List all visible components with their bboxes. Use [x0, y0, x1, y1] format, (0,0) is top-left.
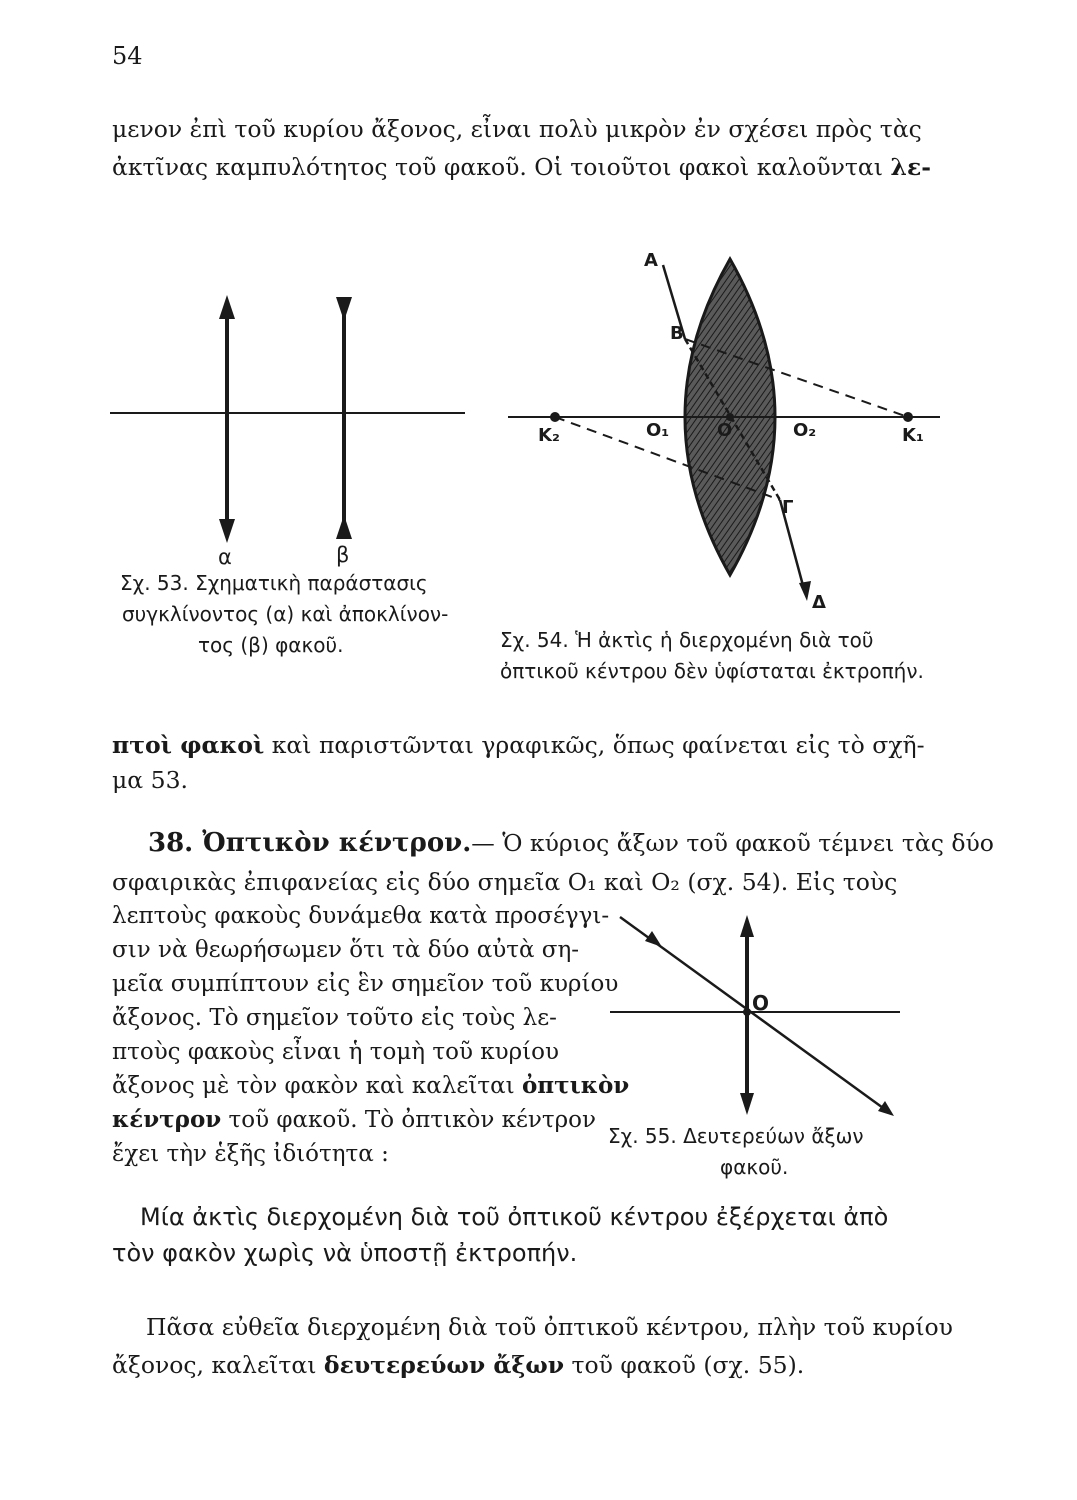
fig53-converging-arrow-top	[219, 295, 235, 319]
fig55-caption-line-2: φακοῦ.	[720, 1155, 789, 1179]
section-38-line-1	[148, 826, 994, 861]
fig54-ray-arrow	[799, 581, 811, 601]
section-38-line-8	[112, 1069, 629, 1103]
fig53-label-beta: β	[336, 543, 350, 567]
figure-53	[100, 285, 480, 575]
fig54-label-k1: Κ₁	[902, 425, 924, 446]
fig54-caption-line-1: Σχ. 54. Ἡ ἀκτὶς ἡ διερχομένη διὰ τοῦ	[500, 628, 874, 652]
fig53-caption-line-3: τος (β) φακοῦ.	[198, 633, 344, 657]
intro-line-2-bold: λε-	[890, 153, 931, 181]
section-38-wrap-line-3: μεῖα συμπίπτουν εἰς ἓν σημεῖον τοῦ κυρίου	[112, 971, 619, 997]
fig54-point-k1	[903, 412, 913, 422]
fig55-caption-line-1: Σχ. 55. Δευτερεύων ἄξων	[608, 1124, 864, 1148]
para2-bold: πτοὶ φακοὶ	[112, 731, 265, 759]
fig54-label-o2: Ο₂	[793, 420, 817, 441]
fig53-caption-line-2: συγκλίνοντος (α) καὶ ἀποκλίνον-	[122, 602, 449, 626]
fig54-label-k2: Κ₂	[538, 425, 560, 446]
section-38-line-9	[112, 1103, 596, 1137]
para2-line-2: μα 53.	[112, 766, 188, 794]
final-line-2-text: ἄξονος, καλεῖται	[112, 1351, 324, 1379]
section-38-wrap-line-4: ἄξονος. Τὸ σημεῖον τοῦτο εἰς τοὺς λε-	[112, 1005, 557, 1031]
page-number: 54	[112, 42, 143, 70]
section-38-line-10: ἔχει τὴν ἑξῆς ἰδιότητα :	[112, 1141, 389, 1167]
figure-55	[600, 905, 910, 1130]
fig55-lens-arrow-top	[740, 915, 754, 937]
fig54-label-o: Ο	[717, 420, 733, 441]
section-38-line-1-text: — Ὁ κύριος ἄξων τοῦ φακοῦ τέμνει τὰς δύο	[471, 829, 994, 857]
fig53-caption-line-1: Σχ. 53. Σχηματικὴ παράστασις	[120, 571, 428, 595]
intro-line-2-text: ἀκτῖνας καμπυλότητος τοῦ φακοῦ. Οἱ τοιοῦτοι φακοὶ καλοῦνται	[112, 153, 891, 181]
fig55-lens-arrow-bottom	[740, 1093, 754, 1115]
final-line-1: Πᾶσα εὐθεῖα διερχομένη διὰ τοῦ ὀπτικοῦ κέντρου, πλὴν τοῦ κυρίου	[146, 1313, 953, 1341]
fig54-label-g: Γ	[782, 497, 794, 518]
fig53-label-alpha: α	[218, 545, 232, 569]
fig55-point-o	[743, 1008, 751, 1016]
fig54-label-d: Δ	[812, 592, 826, 613]
fig55-label-o: Ο	[752, 991, 770, 1015]
fig53-diverging-arrow-top	[336, 297, 352, 321]
section-38-line-8-text: ἄξονος μὲ τὸν φακὸν καὶ καλεῖται	[112, 1073, 522, 1099]
section-38-wrap-line-2: σιν νὰ θεωρήσωμεν ὅτι τὰ δύο αὐτὰ ση-	[112, 937, 580, 963]
fig54-label-b: Β	[670, 323, 684, 344]
rule-line-1: Μία ἀκτὶς διερχομένη διὰ τοῦ ὀπτικοῦ κέντρου ἐξέρχεται ἀπὸ	[140, 1203, 889, 1231]
section-38-wrap-line-5: πτοὺς φακοὺς εἶναι ἡ τομὴ τοῦ κυρίου	[112, 1039, 559, 1065]
fig54-point-k2	[550, 412, 560, 422]
section-38-line-9-bold: κέντρον	[112, 1106, 222, 1133]
fig54-label-o1: Ο₁	[646, 420, 670, 441]
section-38-heading: 38. Ὀπτικὸν κέντρον.	[148, 828, 472, 858]
final-line-2-rest: τοῦ φακοῦ (σχ. 55).	[564, 1351, 805, 1379]
fig55-axis-arrow-top	[645, 931, 662, 947]
section-38-line-8-bold: ὀπτικὸν	[521, 1072, 630, 1099]
para2-line-1-text: καὶ παριστῶνται γραφικῶς, ὅπως φαίνεται εἰς τὸ σχῆ-	[264, 731, 925, 759]
final-line-2-bold: δευτερεύων ἄξων	[323, 1351, 565, 1379]
section-38-line-9-text: τοῦ φακοῦ. Τὸ ὀπτικὸν κέντρον	[221, 1107, 596, 1133]
rule-line-2: τὸν φακὸν χωρὶς νὰ ὑποστῇ ἐκτροπήν.	[112, 1239, 578, 1267]
para2-line-1	[112, 728, 925, 763]
section-38-wrap-line-1: λεπτοὺς φακοὺς δυνάμεθα κατὰ προσέγγι-	[112, 903, 610, 929]
intro-line-2	[112, 150, 931, 185]
fig55-axis-arrow-bottom	[878, 1101, 894, 1116]
section-38-line-2: σφαιρικὰς ἐπιφανείας εἰς δύο σημεῖα Ο₁ καὶ Ο₂ (σχ. 54). Εἰς τοὺς	[112, 868, 898, 896]
fig53-diverging-arrow-bottom	[336, 515, 352, 539]
intro-line-1: μενον ἐπὶ τοῦ κυρίου ἄξονος, εἶναι πολὺ μικρὸν ἐν σχέσει πρὸς τὰς	[112, 115, 922, 143]
fig54-label-a: Α	[644, 250, 658, 271]
fig53-converging-arrow-bottom	[219, 519, 235, 543]
fig54-caption-line-2: ὀπτικοῦ κέντρου δὲν ὑφίσταται ἐκτροπήν.	[500, 659, 924, 683]
final-line-2	[112, 1348, 804, 1383]
